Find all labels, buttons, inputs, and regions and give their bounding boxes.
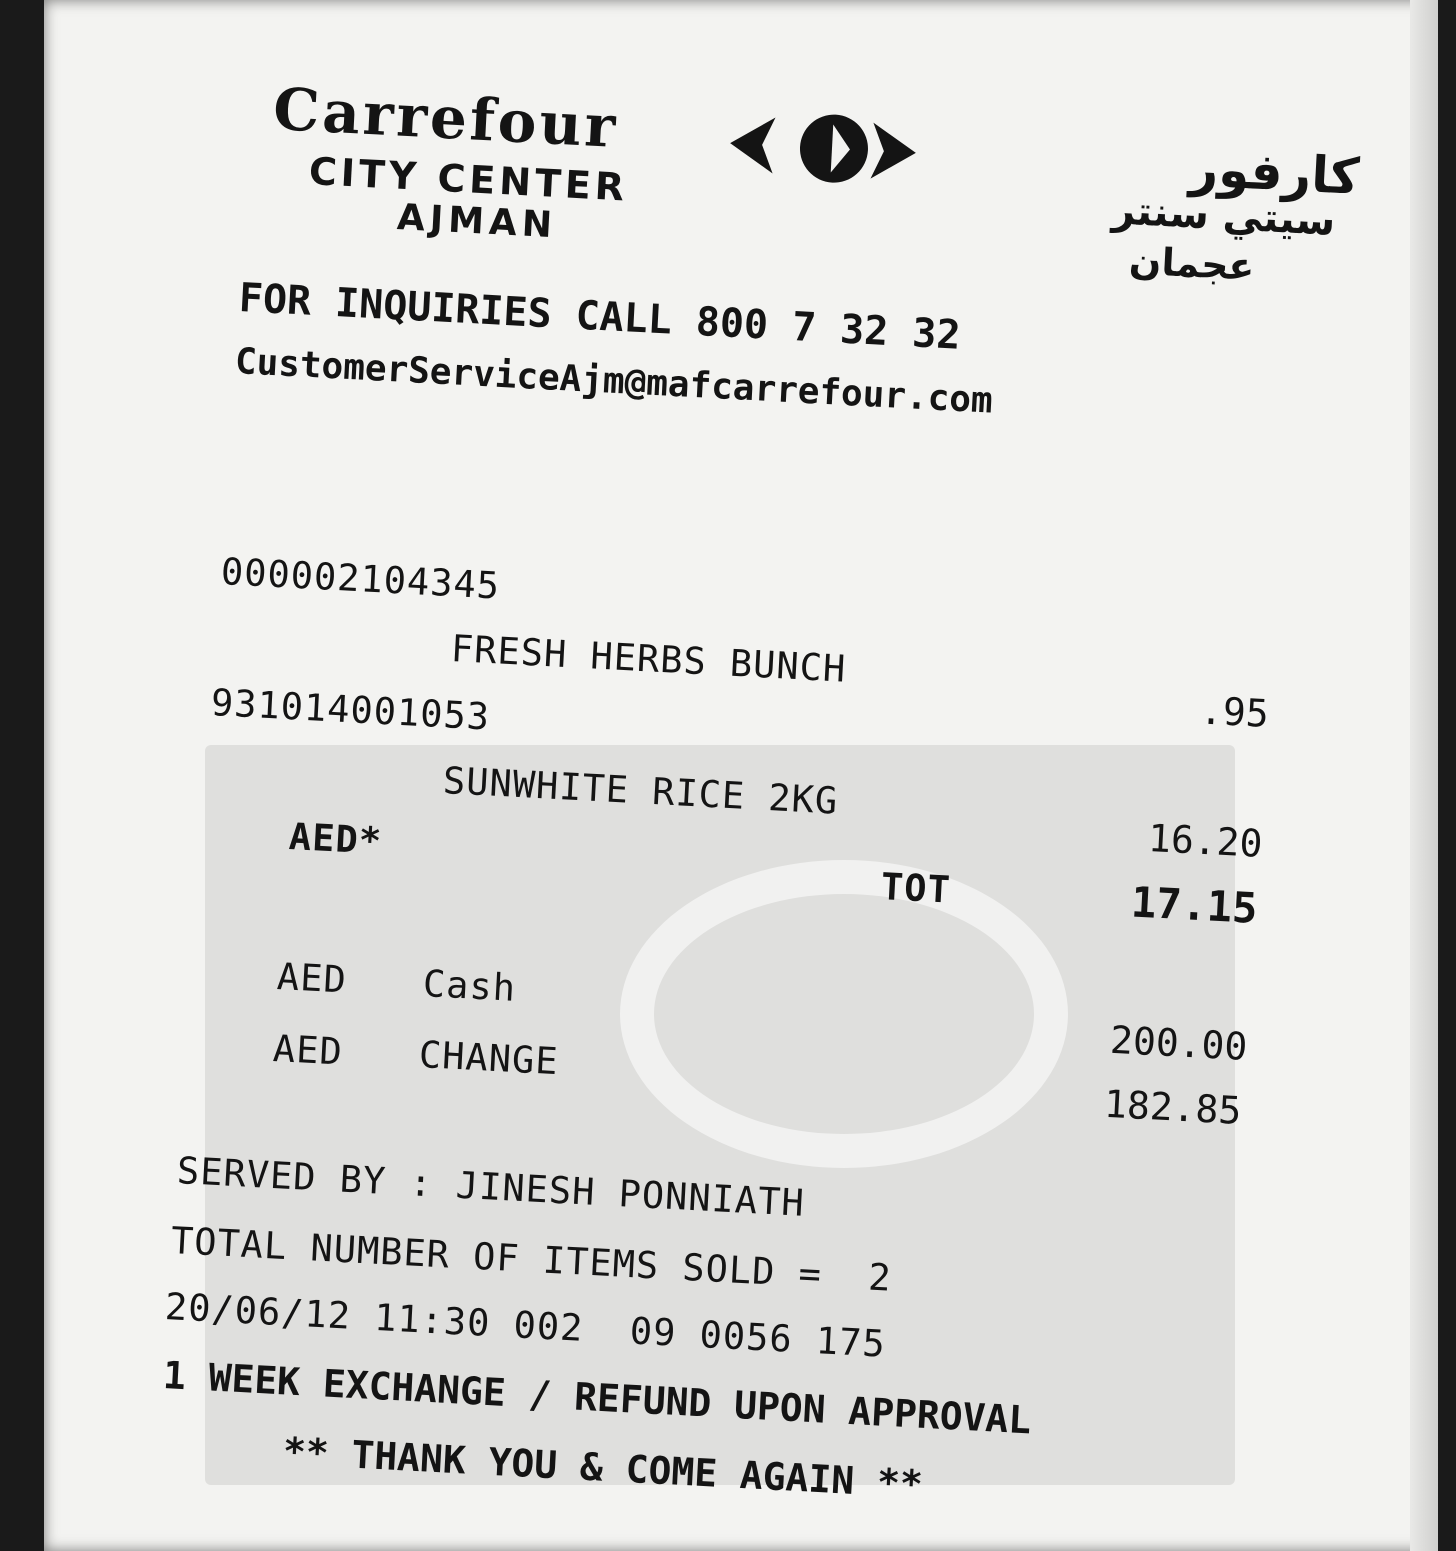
thank-you-message: ** THANK YOU & COME AGAIN **: [281, 1429, 924, 1507]
change-currency: AED: [271, 1027, 344, 1074]
total-label: TOT: [879, 865, 952, 912]
item-code: 931014001053: [209, 681, 492, 739]
cash-value: 200.00: [1108, 1017, 1249, 1069]
total-value: 17.15: [1129, 877, 1259, 933]
brand-name: Carrefour: [271, 75, 620, 161]
item-description: SUNWHITE RICE 2KG: [441, 759, 840, 823]
cash-label: Cash: [421, 962, 518, 1010]
brand-name-arabic: كارفور: [1188, 139, 1362, 206]
store-city: AJMAN: [396, 197, 559, 247]
store-name: CITY CENTER: [307, 149, 630, 210]
served-by: SERVED BY : JINESH PONNIATH: [175, 1149, 806, 1225]
cash-currency: AED: [275, 955, 348, 1002]
inquiries-line: FOR INQUIRIES CALL 800 7 32 32: [237, 275, 962, 359]
transaction-code: 000002104345: [219, 550, 502, 608]
change-value: 182.85: [1102, 1081, 1243, 1133]
carrefour-logo-icon: [720, 103, 924, 193]
item-price: .95: [1199, 688, 1271, 736]
customer-service-email: CustomerServiceAjm@mafcarrefour.com: [234, 341, 994, 422]
change-label: CHANGE: [417, 1033, 560, 1084]
store-city-arabic: عجمان: [1128, 238, 1257, 289]
store-name-arabic: سيتي سنتر: [1110, 187, 1337, 245]
refund-policy: 1 WEEK EXCHANGE / REFUND UPON APPROVAL: [161, 1353, 1033, 1443]
item-currency: AED*: [287, 815, 384, 863]
item-price: 16.20: [1146, 816, 1264, 866]
item-description: FRESH HERBS BUNCH: [449, 627, 848, 691]
timestamp-line: 20/06/12 11:30 002 09 0056 175: [163, 1285, 887, 1366]
total-items-sold: TOTAL NUMBER OF ITEMS SOLD = 2: [169, 1219, 893, 1300]
